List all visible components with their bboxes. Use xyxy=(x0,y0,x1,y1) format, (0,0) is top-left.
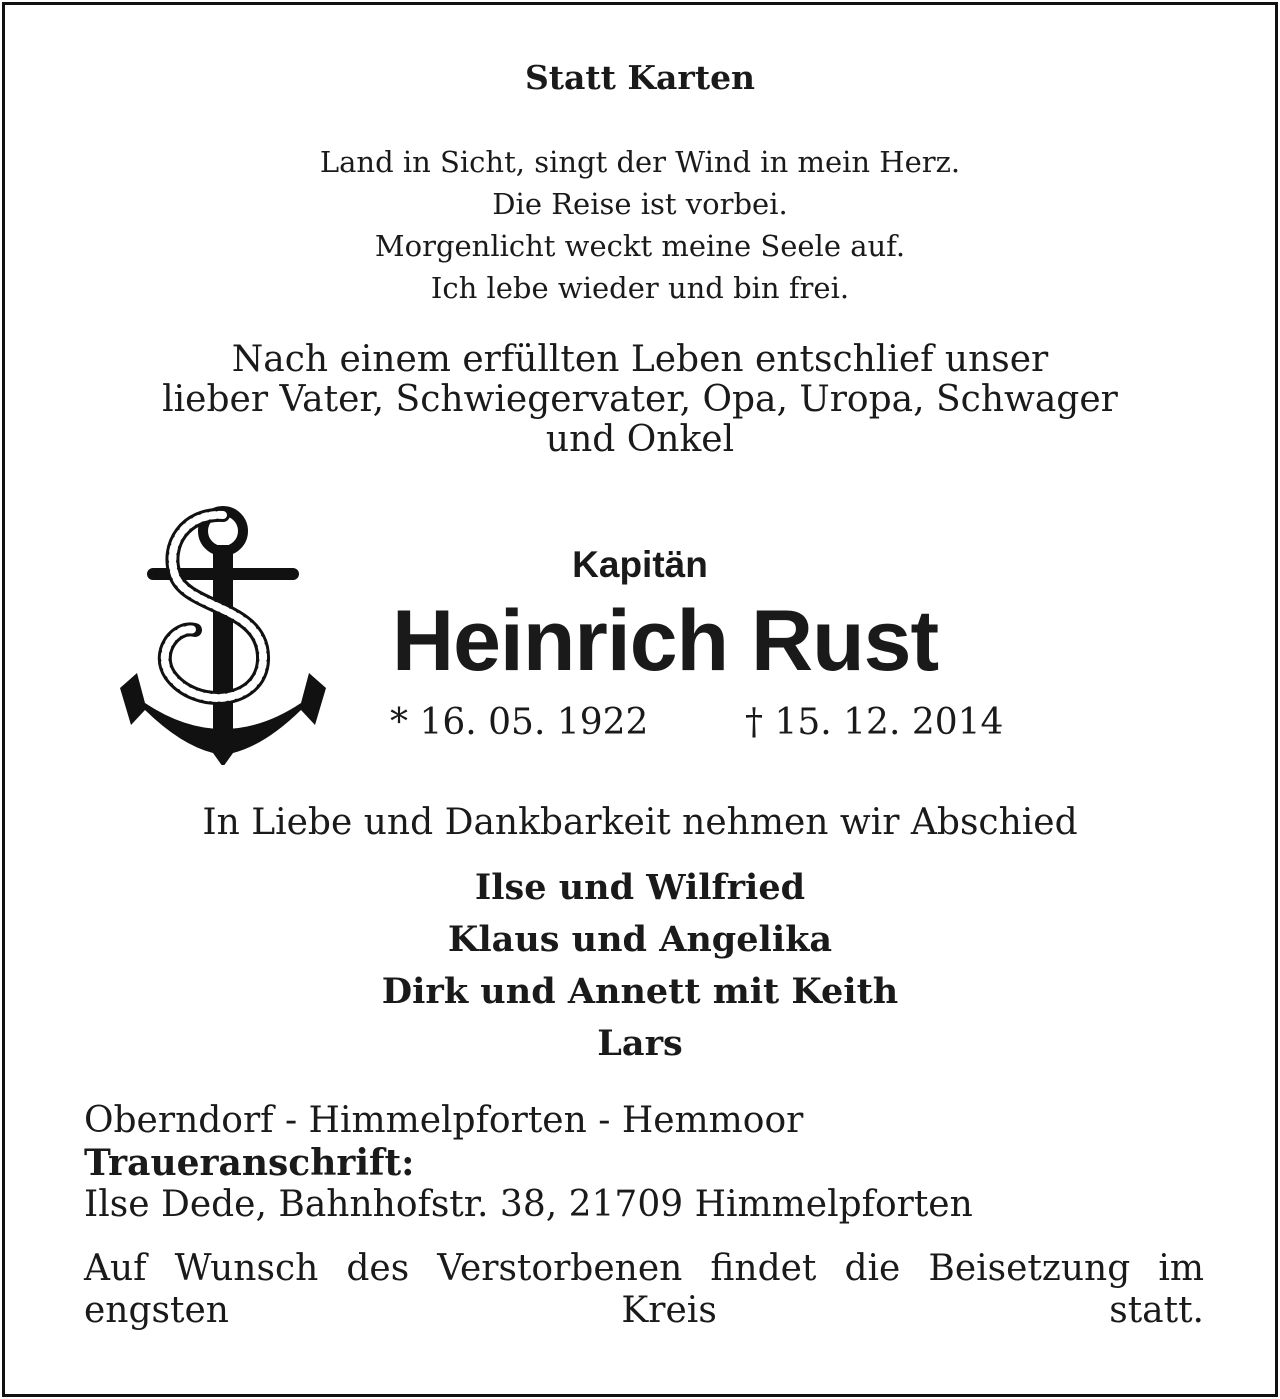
poem-line: Morgenlicht weckt meine Seele auf. xyxy=(374,229,906,263)
intro-line: lieber Vater, Schwiegervater, Opa, Uropa, Schwager xyxy=(162,379,1118,420)
deceased-title: Kapitän xyxy=(572,544,708,585)
poem-line: Die Reise ist vorbei. xyxy=(492,187,788,221)
contact-block xyxy=(84,1100,1204,1226)
intro-line: Nach einem erfüllten Leben entschlief unser xyxy=(231,339,1049,380)
anchor-icon xyxy=(115,505,330,765)
intro-line: und Onkel xyxy=(545,419,735,460)
mourner-name: Dirk und Annett mit Keith xyxy=(381,971,899,1012)
mourner-name: Lars xyxy=(597,1023,683,1064)
address-label: Traueranschrift: xyxy=(84,1142,415,1184)
burial-note: Auf Wunsch des Verstorbenen findet die Beisetzung im engsten Kreis statt. xyxy=(84,1248,1204,1331)
places-line: Oberndorf - Himmelpforten - Hemmoor xyxy=(84,1100,804,1141)
poem-line: Land in Sicht, singt der Wind in mein Herz. xyxy=(319,145,961,179)
poem-line: Ich lebe wieder und bin frei. xyxy=(430,271,850,305)
mourner-name: Ilse und Wilfried xyxy=(474,867,806,908)
deceased-name: Heinrich Rust xyxy=(392,593,939,689)
death-date: † 15. 12. 2014 xyxy=(745,702,1004,743)
address-line: Ilse Dede, Bahnhofstr. 38, 21709 Himmelpforten xyxy=(84,1184,973,1225)
birth-date: * 16. 05. 1922 xyxy=(390,702,649,743)
farewell-text: In Liebe und Dankbarkeit nehmen wir Abschied xyxy=(202,802,1078,843)
mourner-name: Klaus und Angelika xyxy=(447,919,833,960)
heading: Statt Karten xyxy=(524,58,756,97)
mourners-list xyxy=(0,862,1280,1070)
poem xyxy=(0,141,1280,309)
intro-text xyxy=(0,340,1280,460)
